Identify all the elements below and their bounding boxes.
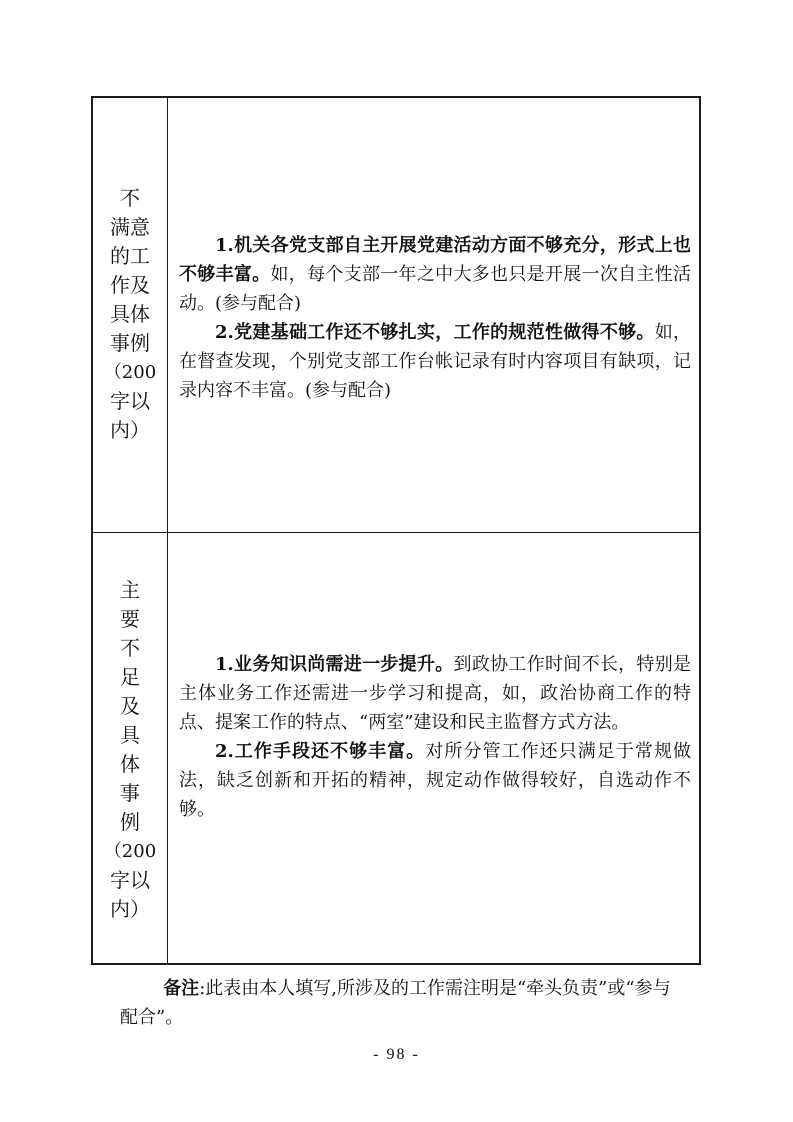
item-text: 到政协工作时间不长，特别是主体业务工作还需进一步学习和提高，如，政治协商工作的特点、提案工作的特点、“两室”建设和民主监督方式方法。 [179,654,692,733]
note-label: 备注 [163,978,200,999]
section2-label-line: 例 [120,810,140,834]
section1-label [93,184,167,445]
section1-label-line: 作及 [110,273,150,297]
section2-label-line: 足 [120,665,140,689]
section2-label-line: 主 [120,578,140,602]
section2-label-line: 事 [120,781,140,805]
item-text: 对所分管工作还只满足于常规做法，缺乏创新和开拓的精神，规定动作做得较好，自选动作不够。 [179,741,691,820]
section1-item [179,231,691,318]
section2-label-line: 具 [120,723,140,747]
section1-label-line: 字以 [110,389,150,413]
item-text: 如，在督查发现，个别党支部工作台帐记录有时内容项目有缺项，记录内容不丰富。(参与配合) [179,322,692,401]
section2-label-line: 字以 [110,868,150,892]
section2-label-line: 要 [120,607,140,631]
item-heading: 1.业务知识尚需进一步提升。 [215,654,454,675]
section1-label-line: 事例 [110,331,150,355]
section2-item [179,737,691,824]
row-divider [93,532,699,533]
section2-label-line: 不 [120,636,140,660]
item-heading: 1.机关各党支部自主开展党建活动方面不够充分，形式上也不够丰富。 [179,235,691,285]
item-heading: 2.工作手段还不够丰富。 [215,741,426,762]
section1-label-line: 的工 [110,244,150,268]
section1-label-line: 满意 [110,215,150,239]
section2-item [179,650,691,737]
section2-label-line: （200 [103,841,157,862]
section2-content [179,650,691,824]
page-number: - 98 - [373,1046,420,1063]
section2-label [93,576,167,924]
section1-label-line: 内） [110,418,150,442]
section2-label-line: 体 [120,752,140,776]
item-text: 如，每个支部一年之中大多也只是开展一次自主性活动。(参与配合) [179,264,692,314]
evaluation-table [91,96,701,965]
item-heading: 2.党建基础工作还不够扎实，工作的规范性做得不够。 [215,322,655,343]
section2-label-line: 及 [120,694,140,718]
section1-label-line: 具体 [110,302,150,326]
section2-label-line: 内） [110,897,150,921]
column-divider [167,98,168,963]
note-text: :此表由本人填写,所涉及的工作需注明是“牵头负责”或“参与配合”。 [120,978,671,1028]
section1-label-line: （200 [103,362,157,383]
section1-label-line: 不 [120,186,140,210]
section1-item [179,318,691,405]
footnote [120,974,680,1032]
section1-content [179,231,691,405]
